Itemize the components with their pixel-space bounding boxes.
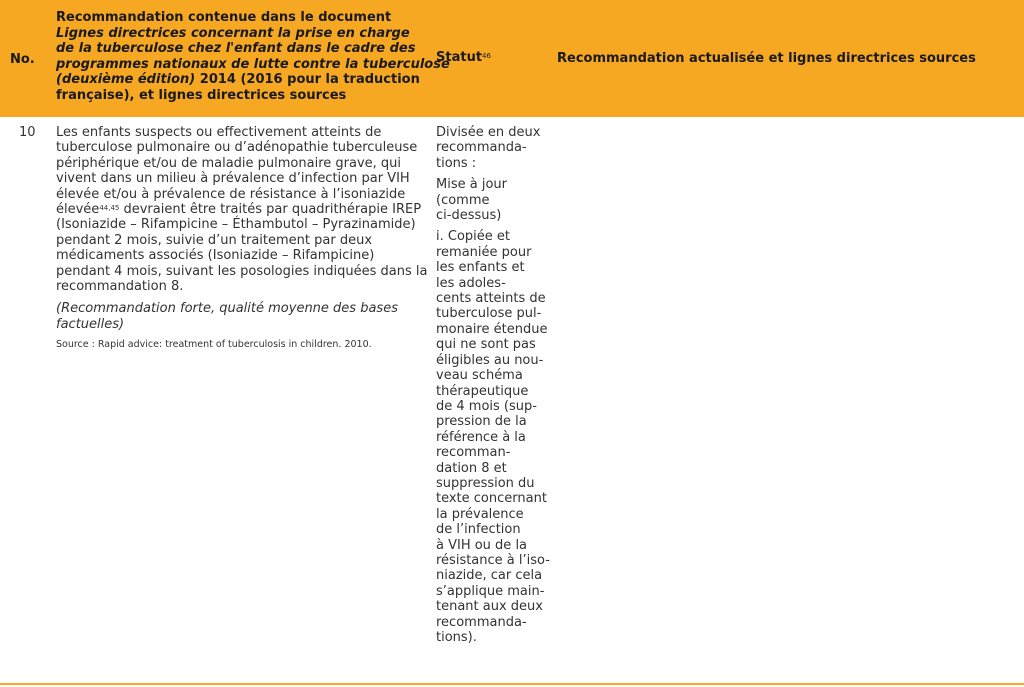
statut-line: référence à la — [436, 429, 526, 445]
recommendation-line: recommandation 8. — [56, 279, 184, 295]
header-no: No. — [10, 52, 35, 67]
statut-line: résistance à l’iso- — [436, 552, 550, 568]
statut-line: éligibles au nou- — [436, 352, 544, 368]
statut-line: recommanda- — [436, 614, 527, 630]
recommendation-line: élevée et/ou à prévalence de résistance à l’isoniazide — [56, 186, 406, 202]
statut-line: la prévalence — [436, 506, 524, 522]
recommendation-line: médicaments associés (Isoniazide – Rifampicine) — [56, 248, 375, 264]
statut-line: de l’infection — [436, 522, 521, 538]
recommendation-line: pendant 2 mois, suivie d’un traitement par deux — [56, 232, 373, 248]
recommendation-line: élevée$^{44,45}$ devraient être traités par quadrithérapie IREP — [56, 202, 422, 218]
header-rec-line: française), et lignes directrices sources — [56, 87, 347, 103]
statut-line: monaire étendue — [436, 321, 548, 337]
statut-line: les enfants et — [436, 260, 525, 276]
row-recommendation — [56, 125, 428, 351]
recommendation-strength-note — [56, 301, 428, 332]
recommendation-text — [56, 125, 428, 294]
statut-line: ci-dessus) — [436, 208, 502, 224]
statut-line: tions : — [436, 155, 477, 171]
table-row — [0, 117, 1024, 683]
note-line: (Recommandation forte, qualité moyenne des bases — [56, 301, 398, 317]
recommendation-line: vivent dans un milieu à prévalence d’infection par VIH — [56, 171, 410, 187]
statut-line: remaniée pour — [436, 244, 532, 260]
statut-line: suppression du — [436, 475, 535, 491]
header-statut-label: Statut — [436, 50, 483, 65]
statut-line: i. Copiée et — [436, 229, 510, 245]
header-rec-line: Lignes directrices concernant la prise en charge — [56, 25, 410, 41]
statut-line: à VIH ou de la — [436, 537, 528, 553]
header-rec-line: Recommandation contenue dans le document — [56, 10, 392, 25]
row-number: 10 — [19, 125, 36, 140]
statut-line: les adoles- — [436, 275, 506, 291]
table-header — [0, 0, 1024, 117]
statut-line: cents atteints de — [436, 291, 546, 307]
recommendation-line: périphérique et/ou de maladie pulmonaire grave, qui — [56, 155, 402, 171]
statut-line: Mise à jour — [436, 177, 507, 193]
note-line: factuelles) — [56, 316, 125, 332]
statut-paragraph — [436, 229, 550, 645]
header-statut — [436, 50, 491, 66]
statut-paragraph — [436, 177, 546, 223]
header-rec-line: de la tuberculose chez l'enfant dans le cadre des — [56, 41, 416, 57]
statut-line: pression de la — [436, 414, 527, 430]
statut-line: Divisée en deux — [436, 125, 541, 140]
statut-line: tions). — [436, 630, 477, 645]
recommendation-line: (Isoniazide – Rifampicine – Éthambutol – Pyrazinamide) — [56, 217, 416, 233]
statut-line: recomman- — [436, 445, 511, 461]
header-rec-line: (deuxième édition) 2014 (2016 pour la traduction — [56, 72, 420, 88]
recommendation-line: pendant 4 mois, suivant les posologies indiquées dans la — [56, 263, 428, 279]
statut-line: niazide, car cela — [436, 568, 543, 584]
header-rec-line: programmes nationaux de lutte contre la tuberculose — [56, 56, 450, 72]
source-citation: Source : Rapid advice: treatment of tuberculosis in children. 2010. — [56, 339, 372, 351]
recommendation-line: Les enfants suspects ou effectivement atteints de — [56, 125, 382, 140]
statut-line: s’applique main- — [436, 583, 545, 599]
table-bottom-rule — [0, 683, 1024, 685]
statut-line: (comme — [436, 192, 490, 208]
header-updated-recommendation: Recommandation actualisée et lignes directrices sources — [557, 51, 976, 66]
statut-line: tuberculose pul- — [436, 306, 542, 322]
statut-paragraph — [436, 125, 546, 171]
recommendation-line: tuberculose pulmonaire ou d’adénopathie tuberculeuse — [56, 140, 418, 156]
row-statut — [436, 125, 550, 651]
statut-line: qui ne sont pas — [436, 337, 536, 353]
statut-line: recommanda- — [436, 140, 527, 156]
statut-line: tenant aux deux — [436, 599, 543, 615]
statut-line: thérapeutique — [436, 383, 529, 399]
header-recommendation — [56, 10, 450, 104]
statut-line: dation 8 et — [436, 460, 507, 476]
header-statut-footnote: 46 — [482, 52, 491, 60]
statut-line: texte concernant — [436, 491, 547, 507]
statut-line: de 4 mois (sup- — [436, 398, 537, 414]
footnote-ref: 44,45 — [99, 204, 120, 213]
statut-line: veau schéma — [436, 368, 523, 384]
